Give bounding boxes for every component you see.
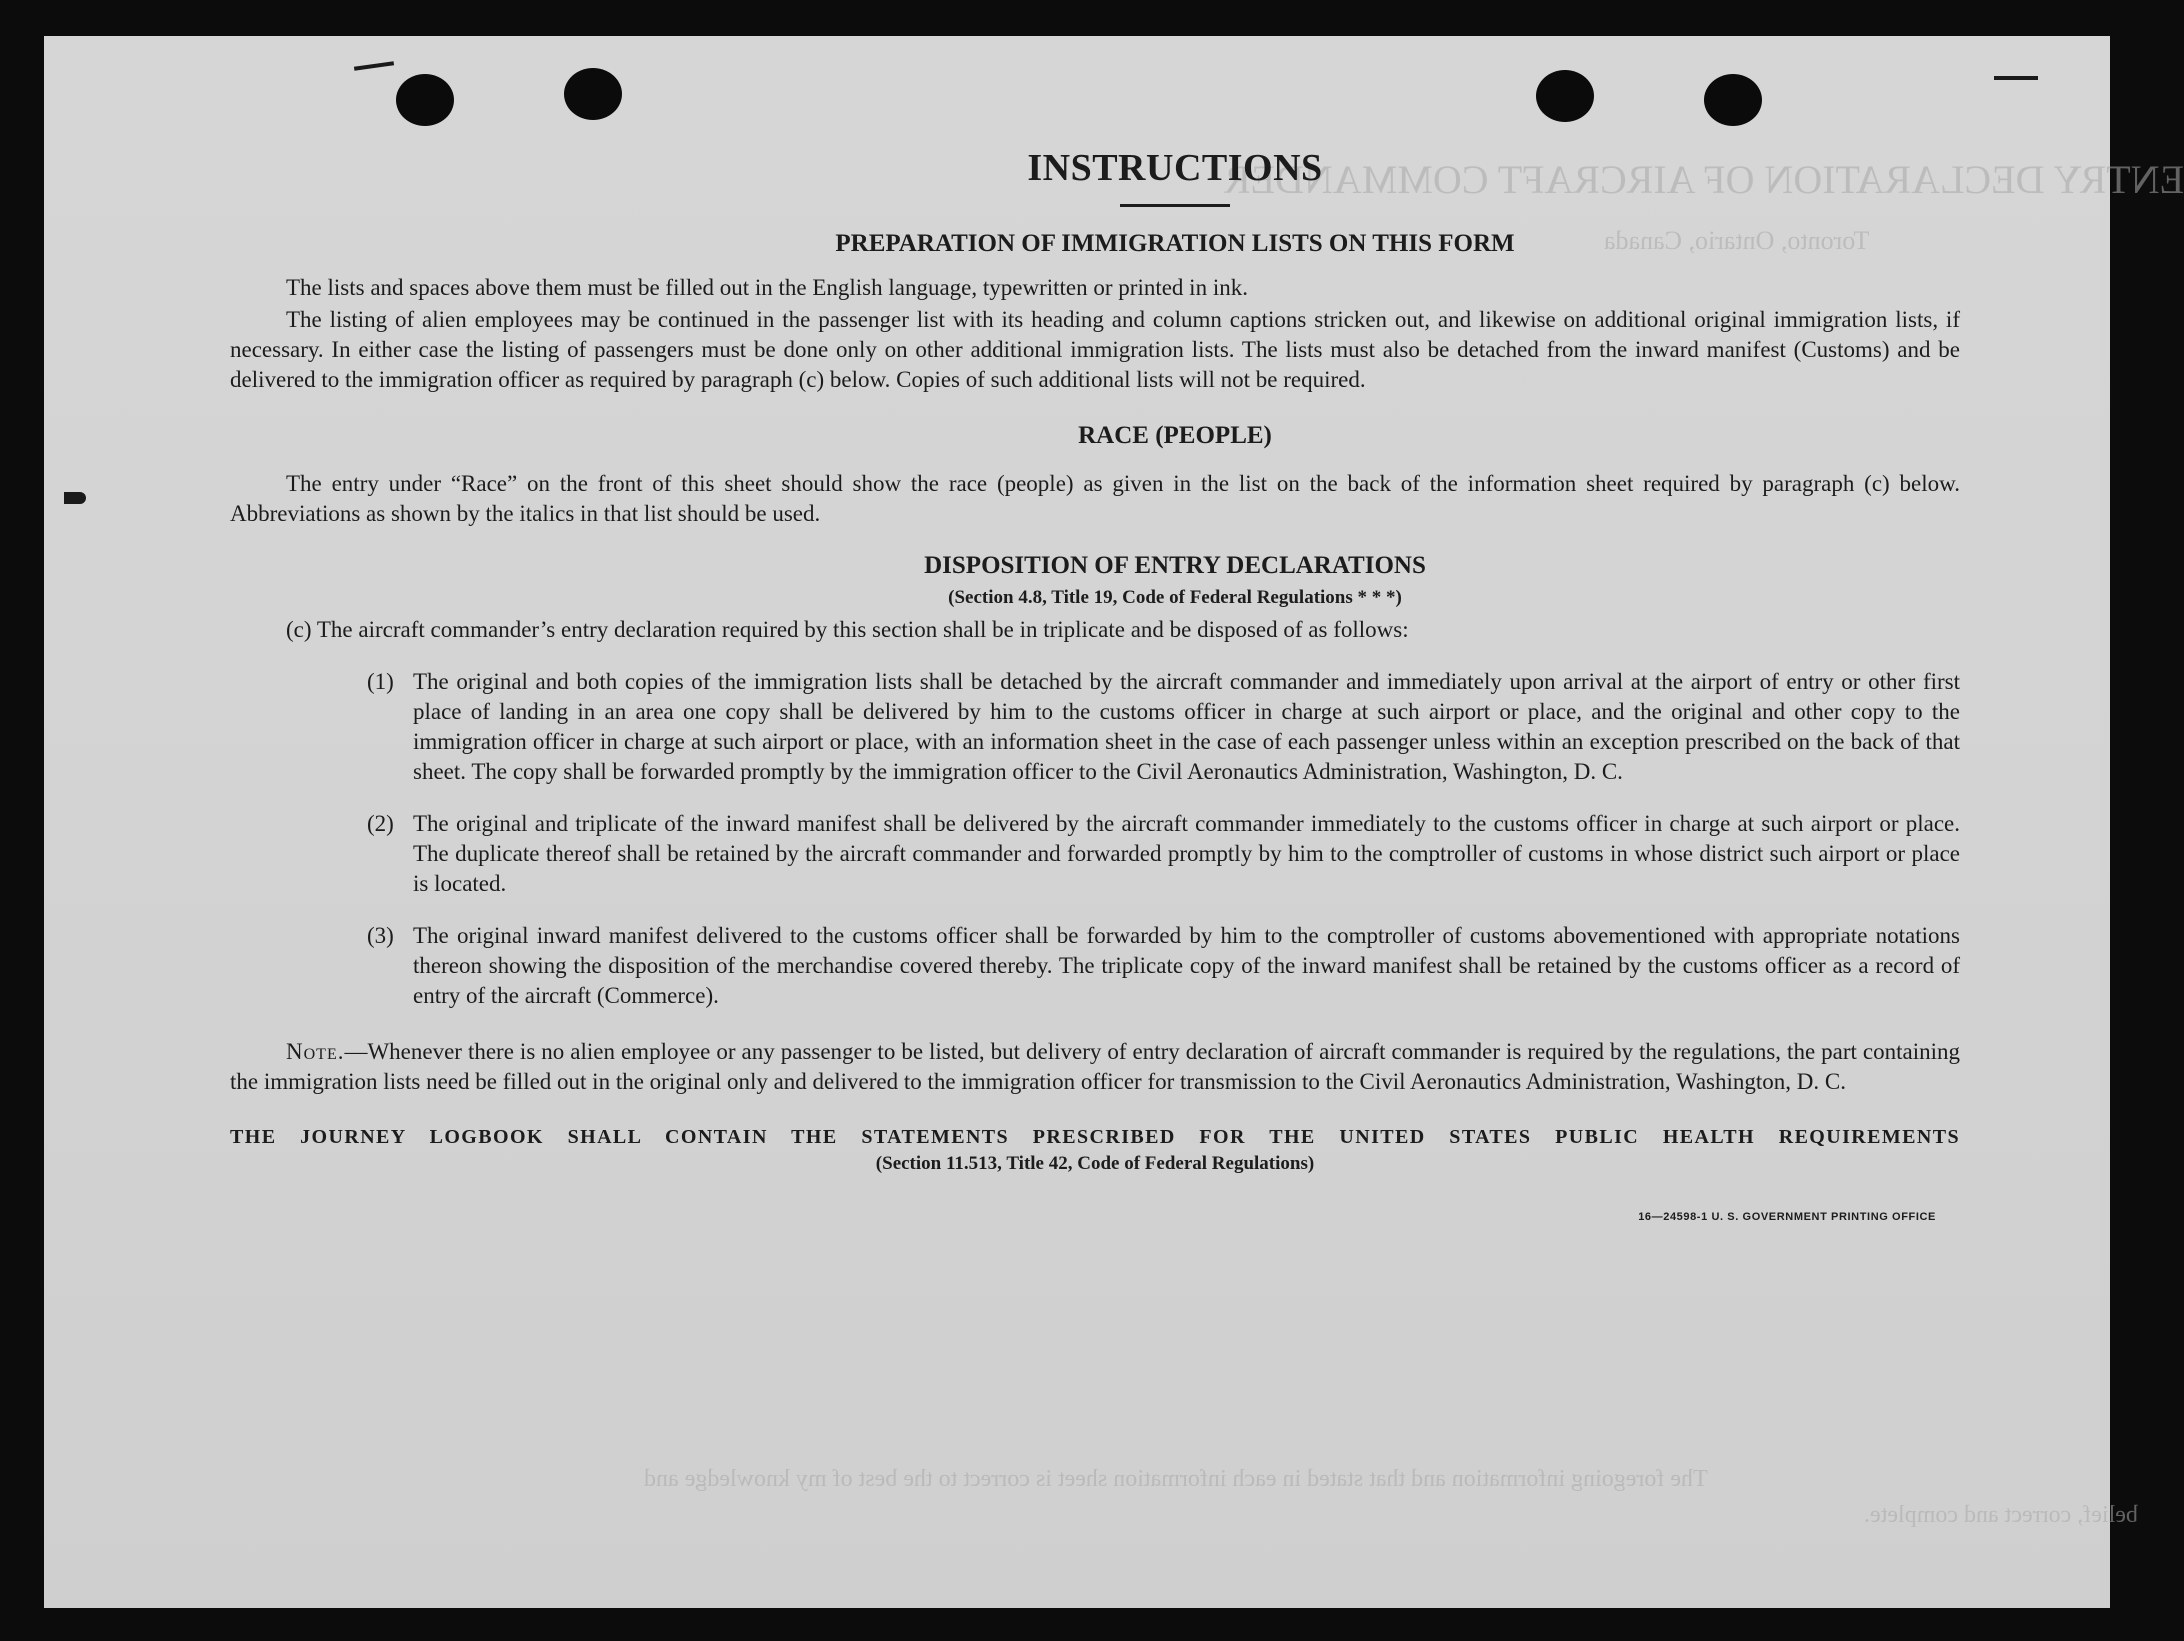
bleed-through-text: belief, correct and complete. [1864, 1502, 2138, 1528]
note-label: Note. [286, 1039, 345, 1064]
health-requirements-statement: THE JOURNEY LOGBOOK SHALL CONTAIN THE STATEMENTS PRESCRIBED FOR THE UNITED STATES PUBLIC HEALTH REQUIREMENTS [230, 1126, 1960, 1148]
section-heading-preparation: PREPARATION OF IMMIGRATION LISTS ON THIS FORM [835, 230, 1515, 257]
section-heading-disposition: DISPOSITION OF ENTRY DECLARATIONS [924, 552, 1426, 579]
bleed-through-text: The foregoing information and that stated in each information sheet is correct to the best of my knowledge and [644, 1466, 1708, 1492]
paragraph: The listing of alien employees may be continued in the passenger list with its heading and column captions stricken out, and likewise on additional original immigration lists, if necessary. In either case the listing of passengers must be done only on other additional immigration lists. The lists must also be detached from the inward manifest (Customs) and be delivered to the immigration officer as required by paragraph (c) below. Copies of such additional lists will not be required. [230, 307, 1960, 392]
scan-mark [64, 492, 86, 504]
section-heading-race: RACE (PEOPLE) [1078, 422, 1272, 449]
item-number: (2) [367, 811, 394, 836]
item-number: (3) [367, 923, 394, 948]
regulation-citation: (Section 4.8, Title 19, Code of Federal Regulations * * *) [948, 587, 1402, 608]
paragraph: The lists and spaces above them must be filled out in the English language, typewritten or printed in ink. [286, 275, 1248, 300]
page-title: INSTRUCTIONS [1027, 147, 1323, 189]
note-paragraph [230, 1037, 1960, 1097]
document-sheet [44, 36, 2184, 1608]
item-text: The original inward manifest delivered to the customs officer shall be forwarded by him to the comptroller of customs abovementioned with appropriate notations thereon showing the disposition of the merchandise covered thereby. The triplicate copy of the inward manifest shall be retained by the customs officer as a record of entry of the aircraft (Commerce). [413, 923, 1960, 1008]
paragraph: The entry under “Race” on the front of this sheet should show the race (people) as given in the list on the back of the information sheet required by paragraph (c) below. Abbreviations as shown by the italics in that list should be used. [230, 471, 1960, 526]
footer-citation: (Section 11.513, Title 42, Code of Federal Regulations) [875, 1153, 1315, 1174]
title-underline [1120, 204, 1230, 207]
note-text: —Whenever there is no alien employee or any passenger to be listed, but delivery of entry declaration of aircraft commander is required by the regulations, the part containing the immigration lists need be filled out in the original only and delivered to the immigration officer for transmission to the Civil Aeronautics Administration, Washington, D. C. [230, 1039, 1960, 1094]
item-text: The original and both copies of the immigration lists shall be detached by the aircraft commander and immediately upon arrival at the airport of entry or other first place of landing in an area one copy shall be delivered by him to the customs officer in charge at such airport or place, and the original and other copy to the immigration officer in charge at such airport or place, with an information sheet in the case of each passenger unless within an exception prescribed on the back of that sheet. The copy shall be forwarded promptly by the immigration officer to the Civil Aeronautics Administration, Washington, D. C. [413, 669, 1960, 784]
list-item [230, 667, 1960, 787]
clause-c: (c) The aircraft commander’s entry declaration required by this section shall be in triplicate and be disposed of as follows: [286, 617, 1409, 642]
scan-mark [1994, 76, 2038, 80]
item-text: The original and triplicate of the inward manifest shall be delivered by the aircraft commander immediately to the customs officer in charge at such airport or place. The duplicate thereof shall be retained by the aircraft commander and forwarded promptly by him to the comptroller of customs in whose district such airport or place is located. [413, 811, 1960, 896]
list-item [230, 921, 1960, 1011]
printing-office-code: 16—24598-1 U. S. GOVERNMENT PRINTING OFFICE [1638, 1211, 1936, 1223]
item-number: (1) [367, 669, 394, 694]
bleed-through-text: Toronto, Ontario, Canada [1604, 226, 1870, 255]
list-item [230, 809, 1960, 899]
instructions-content [230, 108, 1960, 1223]
bleed-through-text: ENTRY DECLARATION OF AIRCRAFT COMMANDER [1224, 157, 2184, 202]
scan-mark [354, 61, 394, 71]
